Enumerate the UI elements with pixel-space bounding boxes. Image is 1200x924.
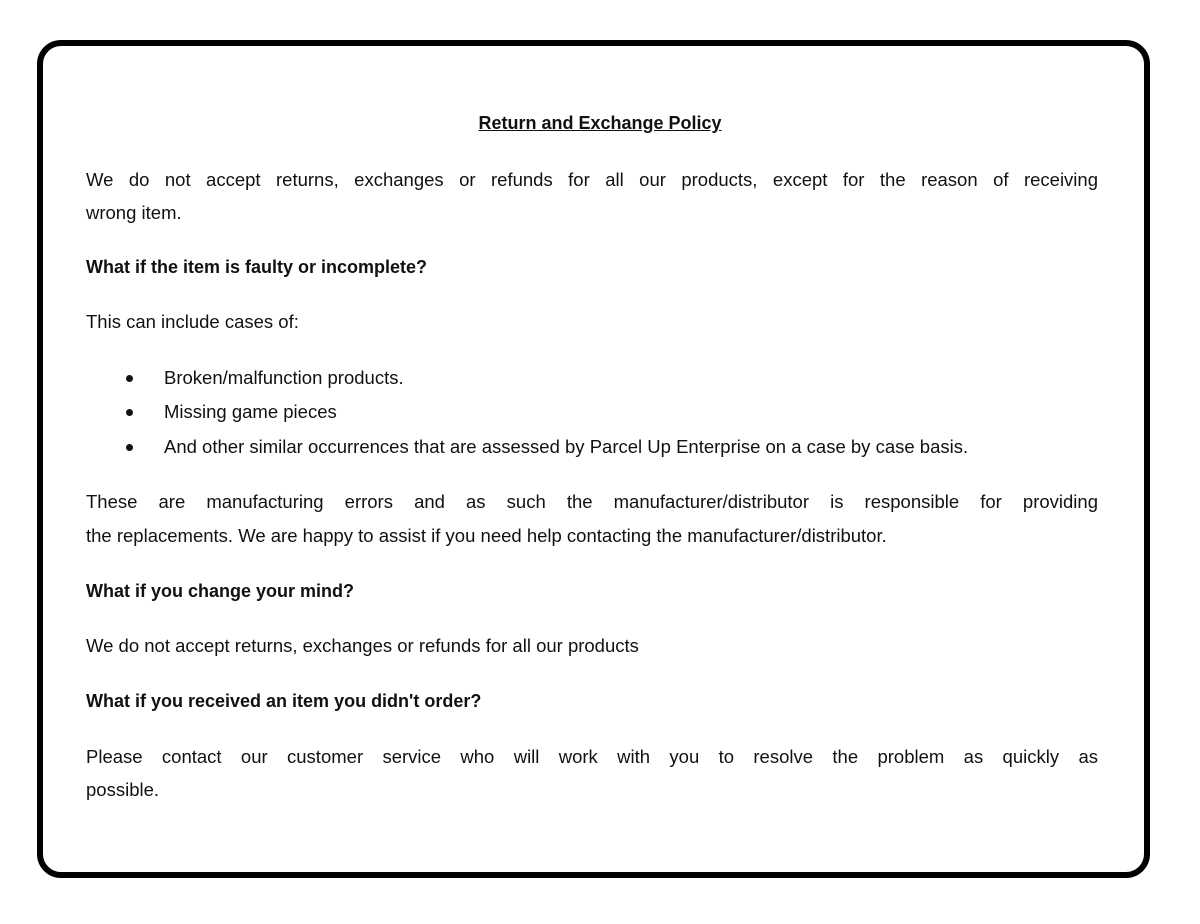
- bullet-icon: [126, 375, 133, 382]
- wrong-para-line-2: possible.: [86, 779, 160, 800]
- faulty-lead: This can include cases of:: [86, 311, 299, 332]
- wrong-item-heading: What if you received an item you didn't order?: [86, 691, 482, 711]
- mind-para: We do not accept returns, exchanges or refunds for all our products: [86, 635, 639, 656]
- mind-heading: What if you change your mind?: [86, 581, 355, 601]
- intro-line-1: We do not accept returns, exchanges or refunds for all our products, except for the reason of receiving: [86, 169, 1098, 190]
- intro-line-2: wrong item.: [86, 202, 182, 223]
- bullet-icon: [126, 444, 133, 451]
- wrong-para-line-1: Please contact our customer service who will work with you to resolve the problem as quickly as: [86, 746, 1098, 767]
- faulty-heading: What if the item is faulty or incomplete?: [86, 257, 428, 277]
- page-title: Return and Exchange Policy: [478, 113, 722, 133]
- faulty-para-line-1: These are manufacturing errors and as such the manufacturer/distributor is responsible for providing: [86, 491, 1098, 512]
- bullet-icon: [126, 409, 133, 416]
- faulty-para-line-2: the replacements. We are happy to assist if you need help contacting the manufacturer/distributor.: [86, 525, 887, 546]
